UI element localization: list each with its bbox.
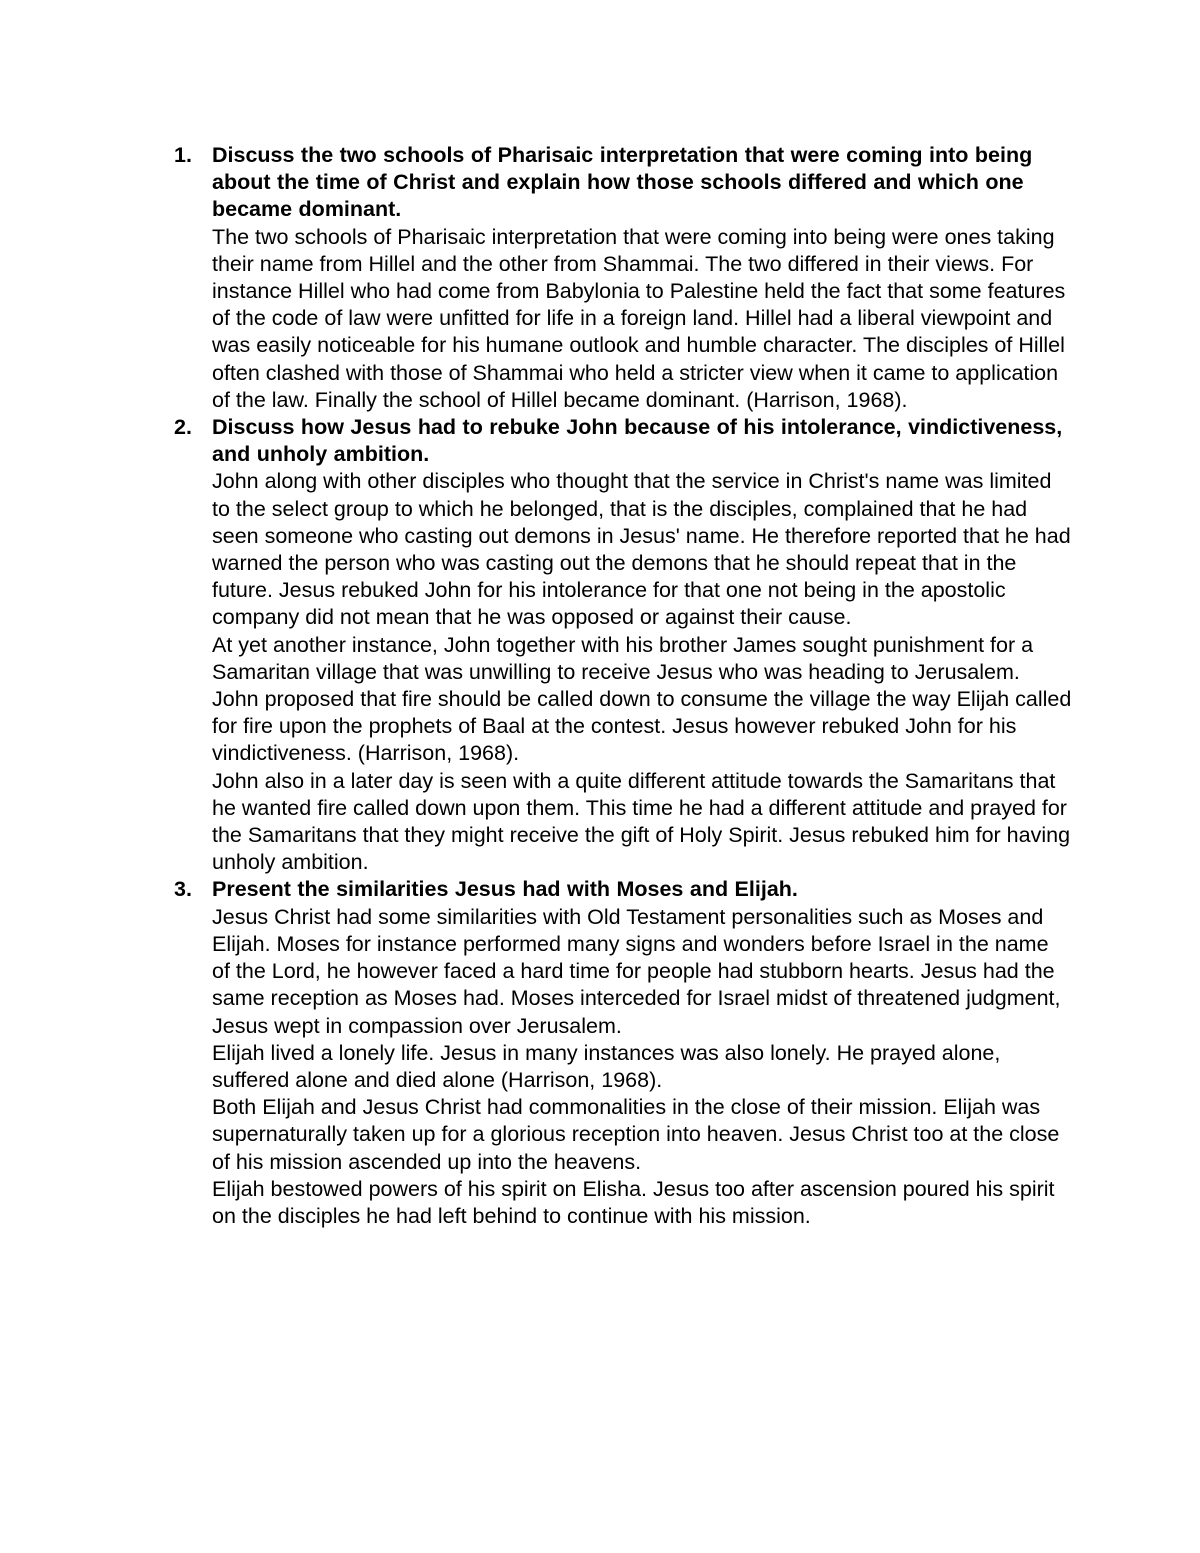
question-title: Present the similarities Jesus had with Moses and Elijah. (212, 877, 798, 902)
answer-paragraph: Elijah bestowed powers of his spirit on Elisha. Jesus too after ascension poured his spirit on the disciples he had left behind to continue with his mission. (212, 1176, 1055, 1228)
question-number: 3. (174, 877, 192, 902)
question-list (172, 142, 1072, 1230)
question-item-3 (172, 876, 1072, 1230)
question-item-2 (172, 414, 1072, 876)
answer-paragraph: Jesus Christ had some similarities with Old Testament personalities such as Moses and Elijah. Moses for instance performed many signs and wonders before Israel in the name of the Lord, he however faced a hard time for people had stubborn hearts. Jesus had the same reception as Moses had. Moses interceded for Israel midst of threatened judgment, Jesus wept in compassion over Jerusalem. (212, 904, 1061, 1038)
answer-paragraph: John also in a later day is seen with a quite different attitude towards the Samaritans that he wanted fire called down upon them. This time he had a different attitude and prayed for the Samaritans that they might receive the gift of Holy Spirit. Jesus rebuked him for having unholy ambition. (212, 768, 1071, 875)
question-item-1 (172, 142, 1072, 414)
answer-paragraph: Both Elijah and Jesus Christ had commonalities in the close of their mission. Elijah was supernaturally taken up for a glorious reception into heaven. Jesus Christ too at the close of his mission ascended up into the heavens. (212, 1095, 1060, 1174)
question-number: 2. (174, 415, 192, 440)
answer-paragraph: John along with other disciples who thought that the service in Christ's name was limited to the select group to which he belonged, that is the disciples, complained that he had seen someone who casting out demons in Jesus' name. He therefore reported that he had warned the person who was casting out the demons that he should repeat that in the future. Jesus rebuked John for his intolerance for that one not being in the apostolic company did not mean that he was opposed or against their cause. (212, 469, 1071, 630)
question-title: Discuss the two schools of Pharisaic interpretation that were coming into being about the time of Christ and explain how those schools differed and which one became dominant. (212, 143, 1033, 222)
answer-paragraph: Elijah lived a lonely life. Jesus in many instances was also lonely. He prayed alone, suffered alone and died alone (Harrison, 1968). (212, 1040, 1001, 1092)
answer-paragraph: The two schools of Pharisaic interpretation that were coming into being were ones taking their name from Hillel and the other from Shammai. The two differed in their views. For instance Hillel who had come from Babylonia to Palestine held the fact that some features of the code of law were unfitted for life in a foreign land. Hillel had a liberal viewpoint and was easily noticeable for his humane outlook and humble character. The disciples of Hillel often clashed with those of Shammai who held a stricter view when it came to application of the law. Finally the school of Hillel became dominant. (Harrison, 1968). (212, 224, 1066, 412)
question-number: 1. (174, 143, 192, 167)
question-title: Discuss how Jesus had to rebuke John because of his intolerance, vindictiveness, and unholy ambition. (212, 415, 1063, 467)
answer-paragraph: At yet another instance, John together with his brother James sought punishment for a Samaritan village that was unwilling to receive Jesus who was heading to Jerusalem. John proposed that fire should be called down to consume the village the way Elijah called for fire upon the prophets of Baal at the contest. Jesus however rebuked John for his vindictiveness. (Harrison, 1968). (212, 632, 1072, 766)
